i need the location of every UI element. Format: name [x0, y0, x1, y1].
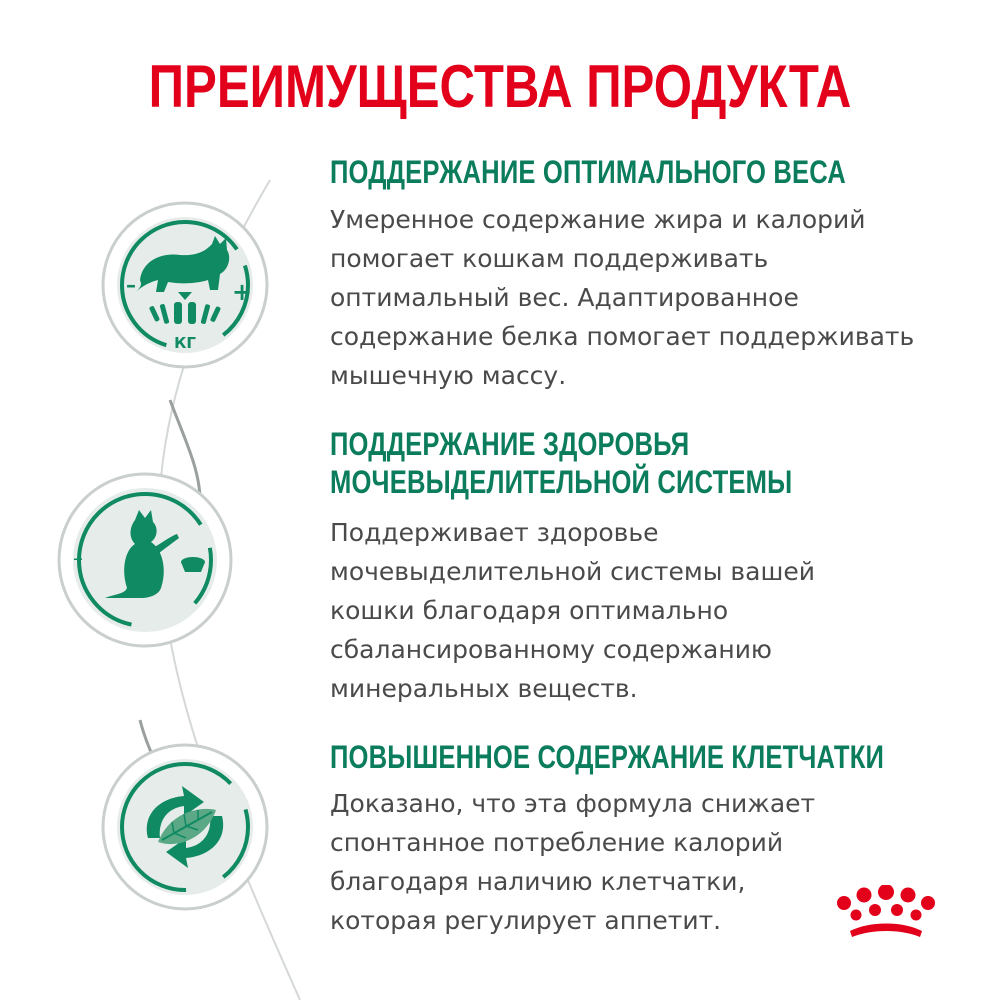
benefit-text-fiber: Доказано, что эта формула снижает спонтанное потребление калорий благодаря наличию клетчатки, которая регулирует аппетит. — [330, 789, 816, 935]
benefit-heading-fiber — [330, 738, 884, 776]
heading-line: ПОВЫШЕННОЕ СОДЕРЖАНИЕ КЛЕТЧАТКИ — [330, 739, 885, 775]
icon-kg-label: КГ — [174, 334, 196, 352]
heading-line: ПОДДЕРЖАНИЕ ОПТИМАЛЬНОГО ВЕСА — [330, 154, 846, 190]
benefit-text-weight: Умеренное содержание жира и калорий помогает кошкам поддерживать оптимальный вес. Адаптированное содержание белка помогает поддерживать мышечную массу. — [330, 205, 915, 390]
benefit-heading-urinary — [330, 425, 792, 501]
page-title: ПРЕИМУЩЕСТВА ПРОДУКТА — [148, 53, 852, 120]
cat-urinary-icon — [55, 470, 235, 650]
svg-text:–: – — [73, 546, 83, 570]
royal-canin-crown-icon — [830, 885, 940, 945]
benefit-heading-weight — [330, 153, 846, 191]
heading-line: МОЧЕВЫДЕЛИТЕЛЬНОЙ СИСТЕМЫ — [330, 464, 793, 500]
heading-line: ПОДДЕРЖАНИЕ ЗДОРОВЬЯ — [330, 426, 690, 462]
benefit-text-urinary: Поддерживает здоровье мочевыделительной системы вашей кошки благодаря оптимально сбалансированному содержанию минеральных веществ. — [330, 518, 815, 703]
cat-weight-scale-icon — [100, 200, 270, 370]
svg-text:+: + — [232, 278, 253, 306]
svg-text:–: – — [126, 273, 136, 297]
fiber-cycle-icon — [100, 742, 270, 912]
